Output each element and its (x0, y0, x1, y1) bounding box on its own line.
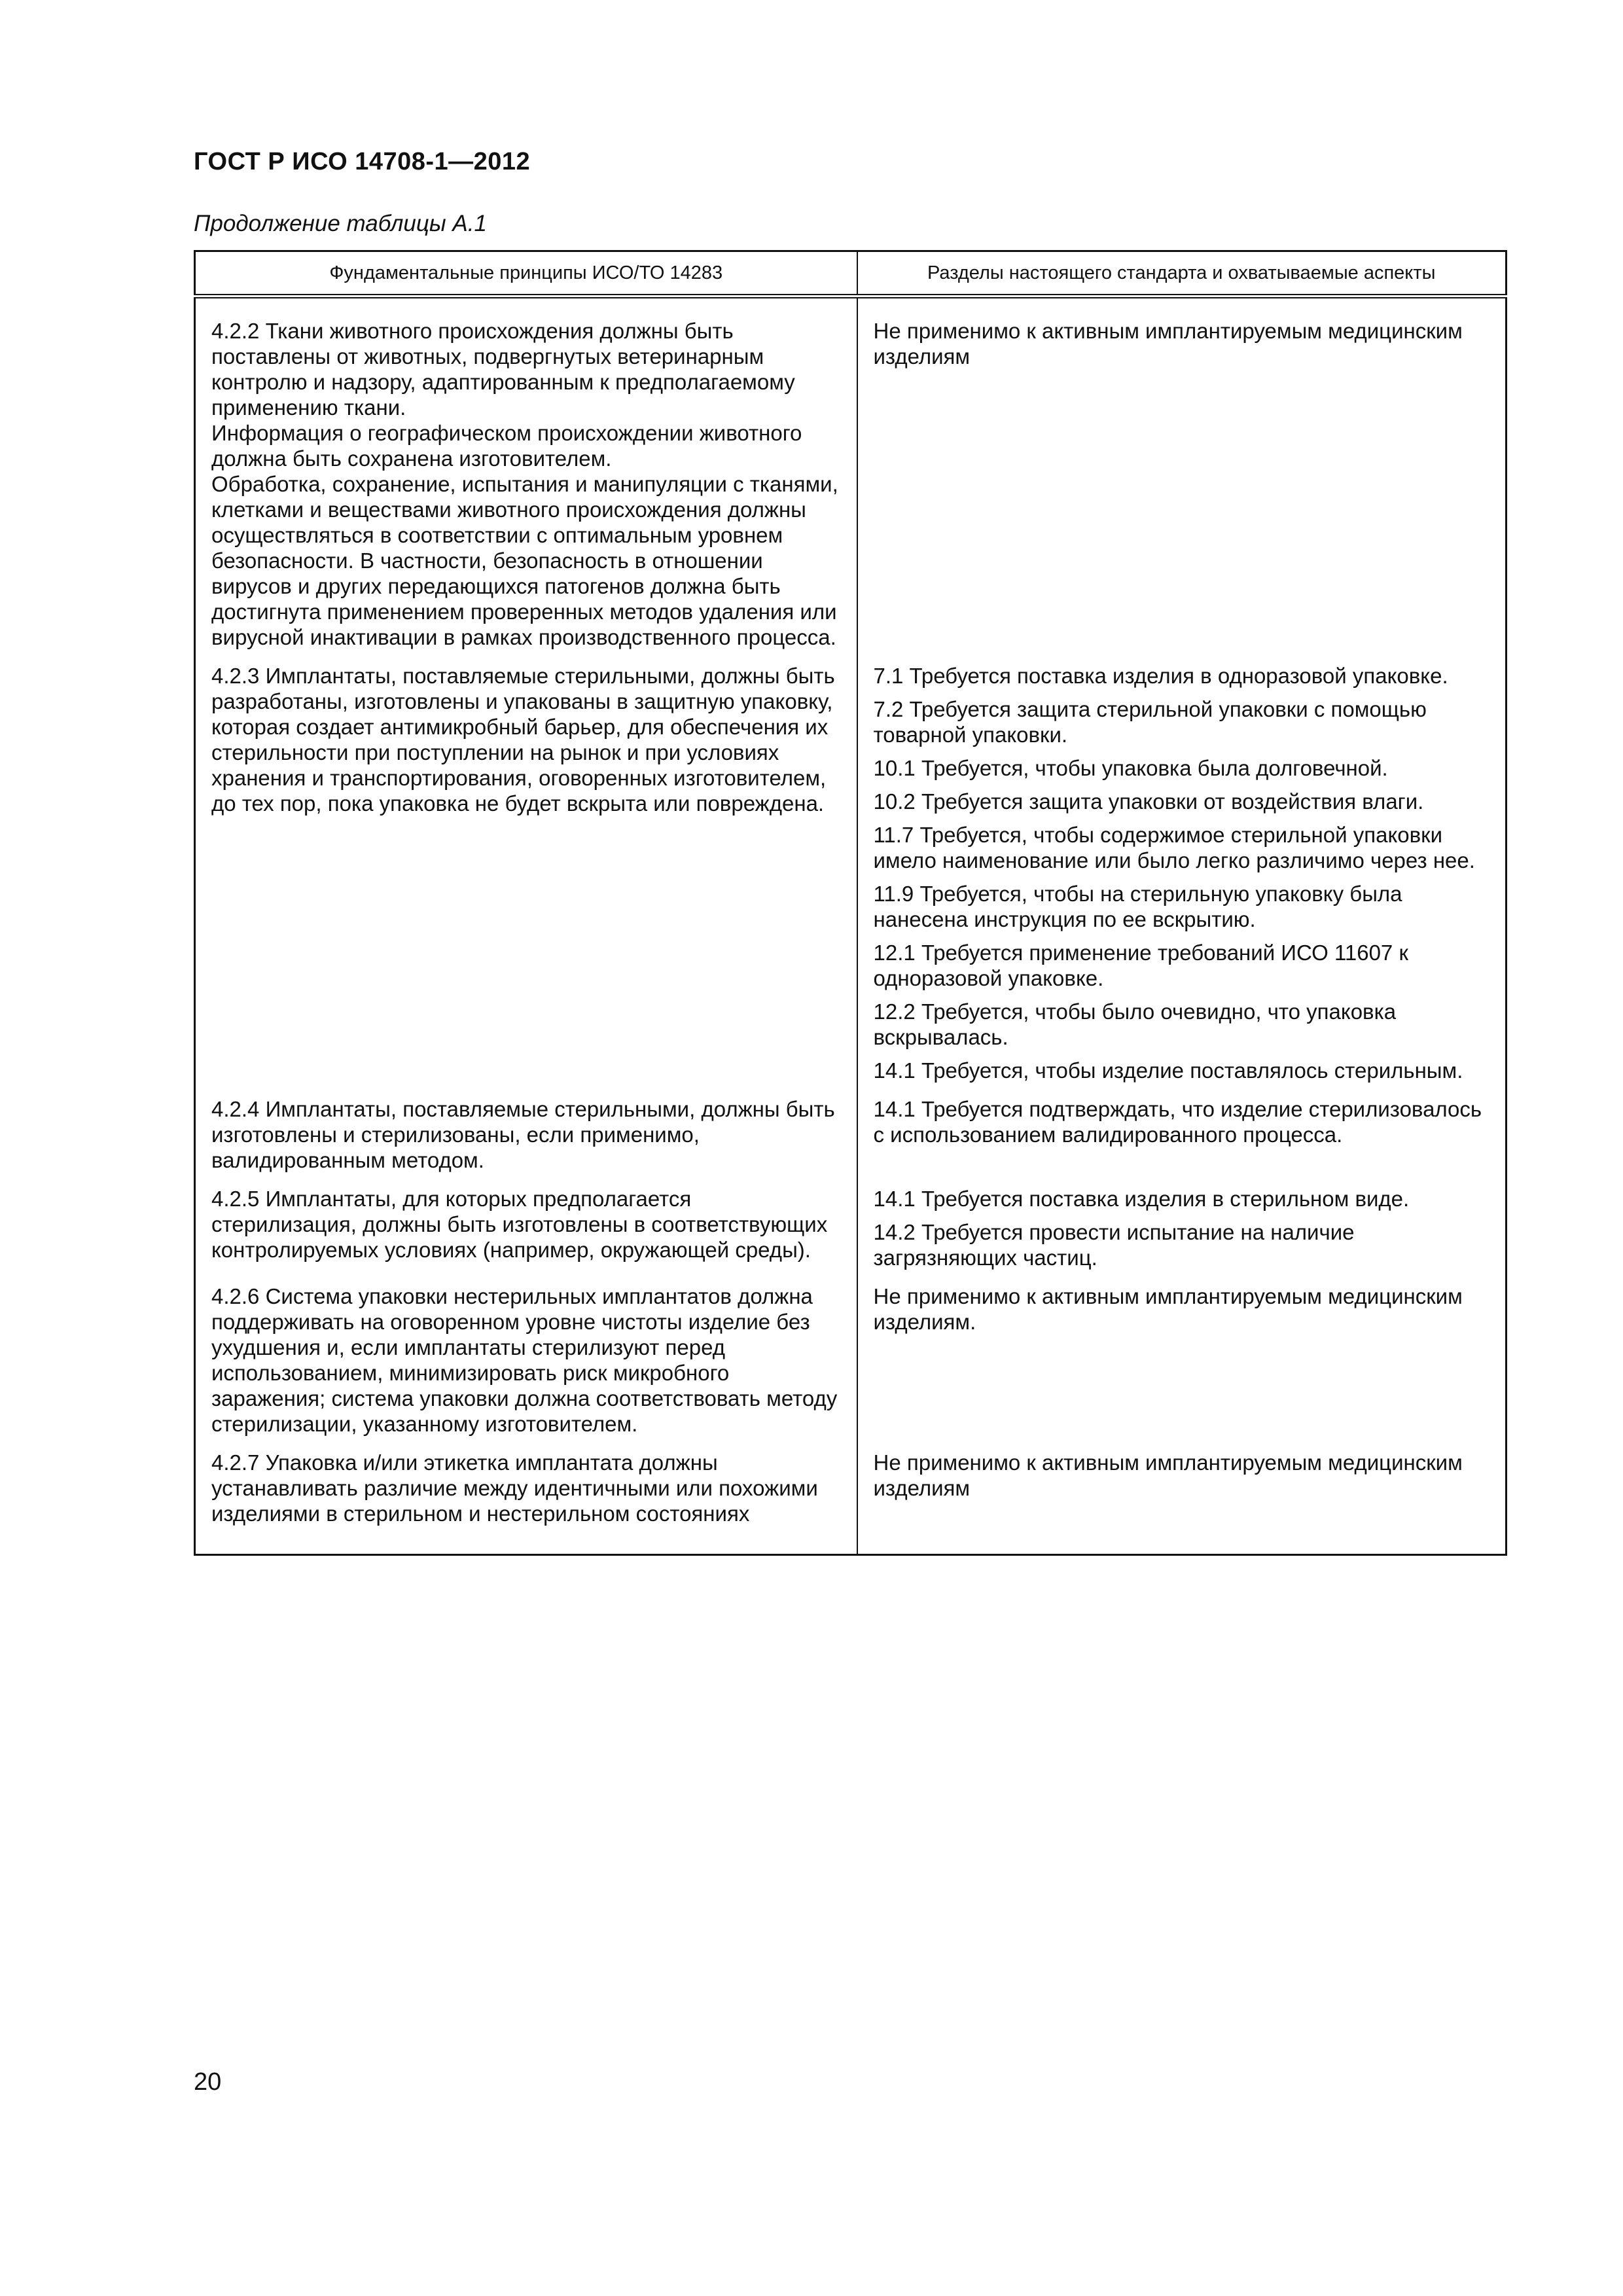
section-text: Не применимо к активным имплантируемым медицинским изделиям (873, 319, 1463, 368)
principle-cell (195, 296, 857, 664)
principle-cell (195, 1186, 857, 1283)
section-text: 11.9 Требуется, чтобы на стерильную упаковку была нанесена инструкция по ее вскрытию. (873, 882, 1402, 931)
section-text: 7.1 Требуется поставка изделия в одноразовой упаковке. (873, 664, 1448, 688)
section-text: 12.2 Требуется, чтобы было очевидно, что упаковка вскрывалась. (873, 999, 1397, 1049)
section-text: 10.2 Требуется защита упаковки от воздействия влаги. (873, 789, 1424, 814)
principle-cell (195, 1096, 857, 1186)
section-text: 14.1 Требуется подтверждать, что изделие стерилизовалось с использованием валидированного процесса. (873, 1097, 1482, 1147)
table-row (195, 296, 1507, 664)
table-row (195, 1450, 1507, 1555)
section-text: Не применимо к активным имплантируемым медицинским изделиям (873, 1450, 1463, 1500)
section-text: 14.1 Требуется поставка изделия в стерильном виде. (873, 1187, 1410, 1211)
section-text: 7.2 Требуется защита стерильной упаковки с помощью товарной упаковки. (873, 697, 1427, 747)
requirements-table (194, 250, 1507, 1556)
column-header-sections: Разделы настоящего стандарта и охватываемые аспекты (857, 251, 1507, 296)
section-cell (857, 296, 1507, 664)
principle-text: 4.2.4 Имплантаты, поставляемые стерильными, должны быть изготовлены и стерилизованы, если применимо, валидированным методом. (211, 1097, 835, 1172)
table-row (195, 1283, 1507, 1450)
section-text: 10.1 Требуется, чтобы упаковка была долговечной. (873, 756, 1388, 780)
principle-cell (195, 663, 857, 1096)
section-text: 14.1 Требуется, чтобы изделие поставлялось стерильным. (873, 1058, 1463, 1083)
document-title: ГОСТ Р ИСО 14708-1—2012 (194, 148, 531, 175)
principle-text: 4.2.3 Имплантаты, поставляемые стерильными, должны быть разработаны, изготовлены и упакованы в защитную упаковку, которая создает антимикробный барьер, для обеспечения их стерильности при поступлении на рынок и при условиях хранения и транспортирования, оговоренных изготовителем, до тех пор, пока упаковка не будет вскрыта или повреждена. (211, 664, 835, 816)
principle-cell (195, 1450, 857, 1555)
section-cell (857, 1096, 1507, 1186)
section-text: Не применимо к активным имплантируемым медицинским изделиям. (873, 1284, 1463, 1334)
column-header-principles: Фундаментальные принципы ИСО/ТО 14283 (195, 251, 857, 296)
table-header-row (195, 251, 1507, 296)
table-row (195, 1186, 1507, 1283)
page-number: 20 (194, 2068, 222, 2096)
section-cell (857, 1283, 1507, 1450)
table-row (195, 663, 1507, 1096)
section-cell (857, 1450, 1507, 1555)
section-cell (857, 663, 1507, 1096)
principle-text: 4.2.7 Упаковка и/или этикетка имплантата должны устанавливать различие между идентичными или похожими изделиями в стерильном и нестерильном состояниях (211, 1450, 818, 1526)
section-text: 14.2 Требуется провести испытание на наличие загрязняющих частиц. (873, 1220, 1355, 1270)
table-row (195, 1096, 1507, 1186)
principle-text: 4.2.5 Имплантаты, для которых предполагается стерилизация, должны быть изготовлены в соответствующих контролируемых условиях (например, окружающей среды). (211, 1187, 828, 1262)
section-text: 11.7 Требуется, чтобы содержимое стерильной упаковки имело наименование или было легко различимо через нее. (873, 823, 1475, 872)
section-text: 12.1 Требуется применение требований ИСО 11607 к одноразовой упаковке. (873, 941, 1408, 990)
principle-text: 4.2.2 Ткани животного происхождения должны быть поставлены от животных, подвергнутых ветеринарным контролю и надзору, адаптированным к предполагаемому применению ткани. Информация о географическом происхождении животного должна быть сохранена изготовителем. Обработка, сохранение, испытания и манипуляции с тканями, клетками и веществами животного происхождения должны осуществляться в соответствии с оптимальным уровнем безопасности. В частности, безопасность в отношении вирусов и других передающихся патогенов должна быть достигнута применением проверенных методов удаления или вирусной инактивации в рамках производственного процесса. (211, 319, 838, 649)
table-caption: Продолжение таблицы А.1 (194, 211, 487, 236)
principle-cell (195, 1283, 857, 1450)
principle-text: 4.2.6 Система упаковки нестерильных имплантатов должна поддерживать на оговоренном уровне чистоты изделие без ухудшения и, если имплантаты стерилизуют перед использованием, минимизировать риск микробного заражения; система упаковки должна соответствовать методу стерилизации, указанному изготовителем. (211, 1284, 838, 1436)
section-cell (857, 1186, 1507, 1283)
